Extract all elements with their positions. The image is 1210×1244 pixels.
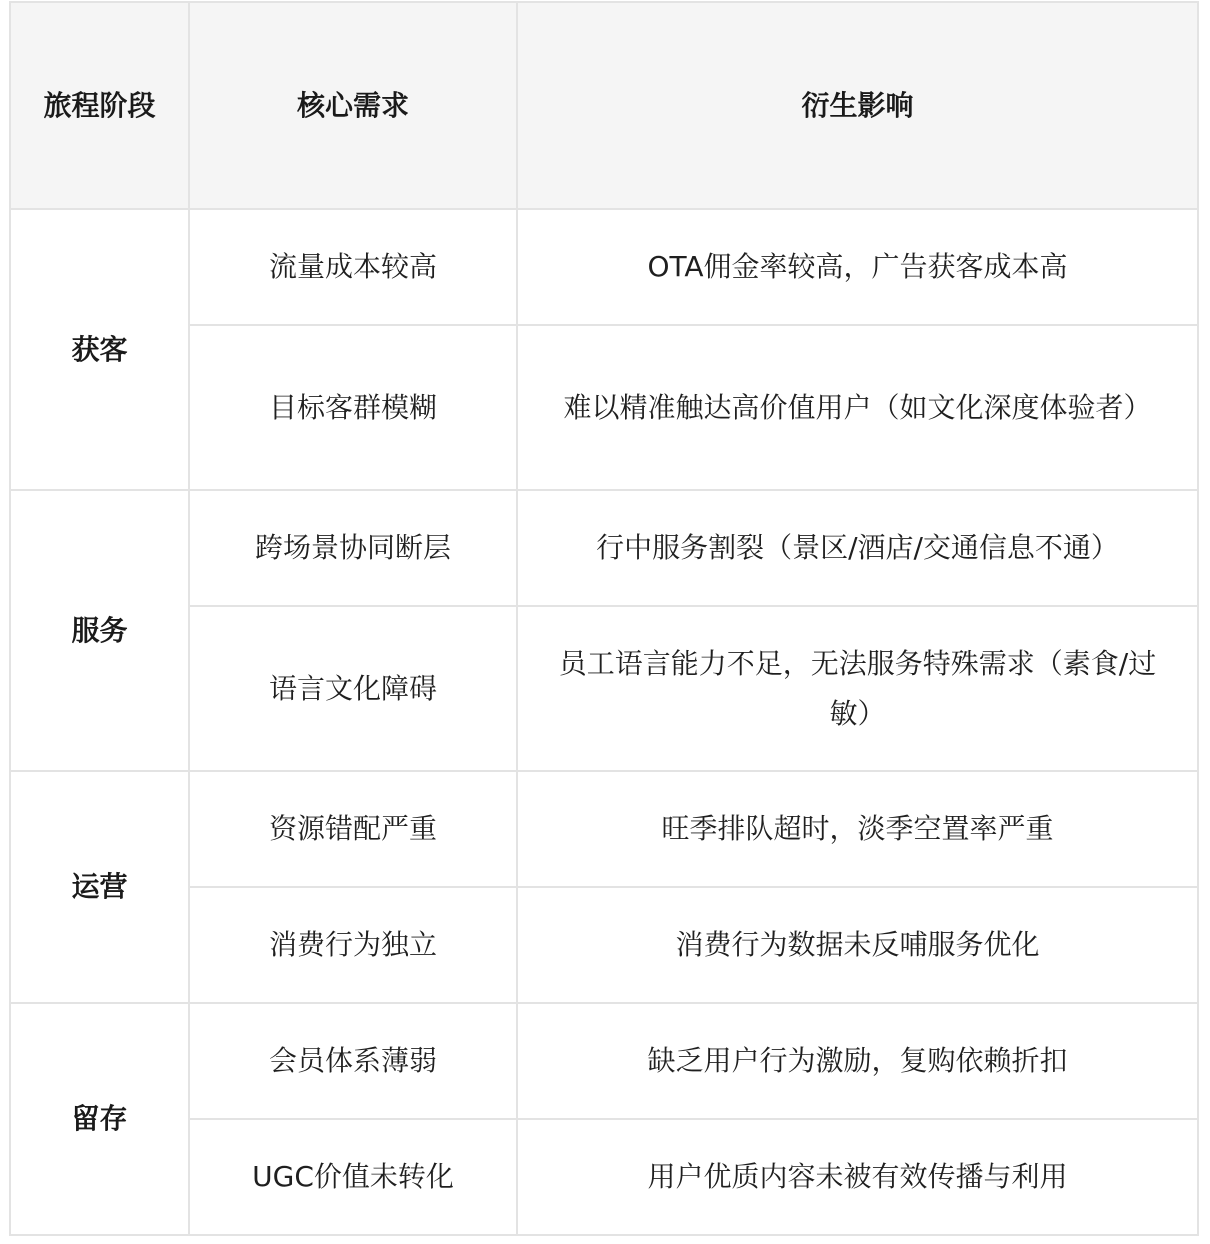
stage-cell: 留存 (10, 1003, 189, 1235)
table-row (10, 606, 1198, 771)
column-header-need: 核心需求 (189, 2, 517, 209)
table-row (10, 1119, 1198, 1235)
table-header-row (10, 2, 1198, 209)
table-row (10, 490, 1198, 606)
stage-cell: 服务 (10, 490, 189, 771)
need-cell: UGC价值未转化 (189, 1119, 517, 1235)
stage-cell: 获客 (10, 209, 189, 490)
column-header-stage: 旅程阶段 (10, 2, 189, 209)
impact-cell: 用户优质内容未被有效传播与利用 (517, 1119, 1198, 1235)
table-row (10, 1003, 1198, 1119)
impact-cell: 难以精准触达高价值用户（如文化深度体验者） (517, 325, 1198, 490)
need-cell: 跨场景协同断层 (189, 490, 517, 606)
table-row (10, 771, 1198, 887)
impact-cell: 行中服务割裂（景区/酒店/交通信息不通） (517, 490, 1198, 606)
journey-needs-table (9, 1, 1199, 1236)
impact-cell: 旺季排队超时，淡季空置率严重 (517, 771, 1198, 887)
need-cell: 资源错配严重 (189, 771, 517, 887)
impact-cell: 缺乏用户行为激励，复购依赖折扣 (517, 1003, 1198, 1119)
table-row (10, 325, 1198, 490)
need-cell: 消费行为独立 (189, 887, 517, 1003)
need-cell: 会员体系薄弱 (189, 1003, 517, 1119)
table-row (10, 887, 1198, 1003)
need-cell: 语言文化障碍 (189, 606, 517, 771)
stage-cell: 运营 (10, 771, 189, 1003)
impact-cell: OTA佣金率较高，广告获客成本高 (517, 209, 1198, 325)
table-container (9, 1, 1197, 1236)
impact-cell: 消费行为数据未反哺服务优化 (517, 887, 1198, 1003)
column-header-impact: 衍生影响 (517, 2, 1198, 209)
need-cell: 流量成本较高 (189, 209, 517, 325)
table-row (10, 209, 1198, 325)
impact-cell: 员工语言能力不足，无法服务特殊需求（素食/过敏） (517, 606, 1198, 771)
need-cell: 目标客群模糊 (189, 325, 517, 490)
